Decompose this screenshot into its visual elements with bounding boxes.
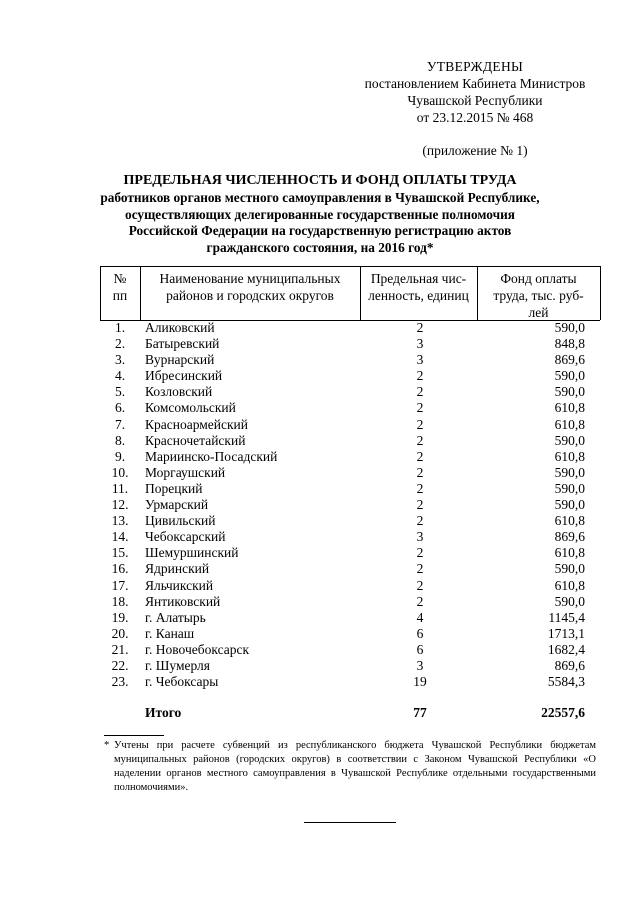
row-fund: 590,0 [554, 368, 585, 384]
approval-block [330, 58, 620, 126]
table-body [100, 320, 600, 690]
table-row [100, 594, 600, 610]
footnote-rule [104, 735, 164, 736]
row-name: г. Алатырь [145, 609, 206, 625]
row-qty: 6 [416, 625, 424, 641]
table-row [100, 320, 600, 336]
table-row [100, 529, 600, 545]
header-qty-line: ленность, единиц [368, 288, 469, 303]
row-num: 18. [111, 593, 129, 609]
row-num: 14. [111, 529, 129, 545]
row-num: 6. [114, 400, 126, 416]
title-line-3: Российской Федерации на государственную регистрацию актов [128, 223, 512, 238]
total-qty: 77 [413, 705, 427, 720]
table-row [100, 449, 600, 465]
document-title [60, 172, 580, 256]
row-fund: 869,6 [554, 657, 585, 673]
row-num: 15. [111, 545, 129, 561]
total-label: Итого [145, 705, 182, 720]
row-name: Ибресинский [145, 368, 223, 384]
row-qty: 3 [416, 336, 424, 352]
table-row [100, 384, 600, 400]
row-fund: 610,8 [554, 448, 585, 464]
row-num: 13. [111, 513, 129, 529]
row-num: 16. [111, 561, 129, 577]
row-qty: 2 [416, 368, 424, 384]
table-row [100, 336, 600, 352]
row-name: Порецкий [145, 480, 203, 496]
row-name: г. Шумерля [145, 657, 211, 673]
header-fund-line: Фонд оплаты [500, 271, 577, 286]
row-fund: 590,0 [554, 464, 585, 480]
row-qty: 2 [416, 497, 424, 513]
footnote-text: Учтены при расчете субвенций из республиканского бюджета Чувашской Республики бюджетам муниципальных районов (городских округов) в соответствии с Законом Чувашской Республики «О наделении органов местного самоуправления в Чувашской Республике отдельными государственными полномочиями». [114, 740, 596, 793]
row-name: Аликовский [145, 320, 215, 335]
table-row [100, 658, 600, 674]
header-num-line: пп [112, 288, 128, 303]
table-total-row [100, 705, 600, 723]
row-fund: 590,0 [554, 497, 585, 513]
row-name: Красночетайский [145, 432, 246, 448]
row-fund: 610,8 [554, 416, 585, 432]
table-row [100, 481, 600, 497]
row-qty: 2 [416, 464, 424, 480]
row-name: Яльчикский [145, 577, 214, 593]
header-name-line: районов и городских округов [166, 288, 334, 303]
row-qty: 4 [416, 609, 424, 625]
row-name: г. Новочебоксарск [145, 641, 250, 657]
table-row [100, 545, 600, 561]
row-name: Красноармейский [145, 416, 249, 432]
header-fund-line: лей [528, 305, 549, 320]
row-num: 12. [111, 497, 129, 513]
row-qty: 2 [416, 577, 424, 593]
row-fund: 5584,3 [547, 674, 585, 690]
header-num-line: № [113, 271, 127, 286]
row-qty: 2 [416, 320, 424, 335]
row-qty: 2 [416, 416, 424, 432]
row-name: Вурнарский [145, 352, 215, 368]
row-name: Урмарский [145, 497, 209, 513]
row-fund: 848,8 [554, 336, 585, 352]
approval-line-2: Чувашской Республики [407, 93, 543, 108]
row-fund: 610,8 [554, 577, 585, 593]
table-row [100, 578, 600, 594]
table-row [100, 368, 600, 384]
header-qty-line: Предельная чис- [370, 271, 467, 286]
row-num: 11. [111, 480, 129, 496]
end-rule [304, 822, 396, 823]
row-qty: 2 [416, 384, 424, 400]
header-name [140, 270, 360, 304]
row-qty: 2 [416, 545, 424, 561]
row-fund: 869,6 [554, 529, 585, 545]
row-num: 9. [114, 448, 126, 464]
table-row [100, 513, 600, 529]
row-fund: 1682,4 [547, 641, 585, 657]
row-fund: 1713,1 [547, 625, 585, 641]
table-row [100, 400, 600, 416]
row-num: 17. [111, 577, 129, 593]
row-qty: 2 [416, 513, 424, 529]
approval-heading: УТВЕРЖДЕНЫ [426, 59, 524, 74]
row-name: Янтиковский [145, 593, 221, 609]
row-num: 21. [111, 641, 129, 657]
row-fund: 1145,4 [548, 609, 585, 625]
row-name: г. Чебоксары [145, 674, 219, 690]
row-fund: 610,8 [554, 400, 585, 416]
row-name: Ядринский [145, 561, 210, 577]
row-num: 7. [114, 416, 126, 432]
header-qty [360, 270, 477, 304]
row-fund: 610,8 [554, 513, 585, 529]
row-num: 23. [111, 674, 129, 690]
header-fund-line: труда, тыс. руб- [493, 288, 584, 303]
row-fund: 610,8 [554, 545, 585, 561]
row-num: 10. [111, 464, 129, 480]
row-qty: 3 [416, 529, 424, 545]
row-num: 4. [114, 368, 126, 384]
row-qty: 2 [416, 480, 424, 496]
header-fund [477, 270, 600, 321]
row-fund: 590,0 [554, 480, 585, 496]
title-line-4: гражданского состояния, на 2016 год* [206, 239, 434, 255]
title-line-2: осуществляющих делегированные государственные полномочия [125, 206, 515, 222]
row-name: г. Канаш [145, 625, 195, 641]
row-name: Козловский [145, 384, 213, 400]
row-num: 5. [114, 384, 126, 400]
table-row [100, 642, 600, 658]
row-name: Батыревский [145, 336, 220, 352]
title-main: ПРЕДЕЛЬНАЯ ЧИСЛЕННОСТЬ И ФОНД ОПЛАТЫ ТРУДА [123, 173, 517, 188]
table-row [100, 417, 600, 433]
row-fund: 590,0 [554, 320, 585, 335]
table-row [100, 433, 600, 449]
row-name: Моргаушский [145, 464, 226, 480]
row-qty: 2 [416, 448, 424, 464]
row-qty: 2 [416, 561, 424, 577]
table-row [100, 561, 600, 577]
approval-line-3: от 23.12.2015 № 468 [416, 110, 534, 125]
row-qty: 3 [416, 657, 424, 673]
header-name-line: Наименование муниципальных [159, 271, 341, 286]
row-fund: 590,0 [554, 593, 585, 609]
row-fund: 869,6 [554, 352, 585, 368]
title-line-1: работников органов местного самоуправления в Чувашской Республике, [100, 190, 540, 205]
row-qty: 2 [416, 593, 424, 609]
row-name: Шемуршинский [145, 545, 239, 561]
table-row [100, 674, 600, 690]
table-top-rule [100, 266, 600, 267]
row-num: 3. [114, 352, 126, 368]
row-qty: 19 [413, 674, 427, 690]
table-row [100, 352, 600, 368]
row-name: Цивильский [145, 513, 216, 529]
row-name: Чебоксарский [145, 529, 226, 545]
row-qty: 2 [416, 432, 424, 448]
row-num: 19. [111, 609, 129, 625]
header-num [100, 270, 140, 304]
total-fund: 22557,6 [541, 705, 585, 720]
table-row [100, 610, 600, 626]
row-qty: 3 [416, 352, 424, 368]
footnote [104, 739, 596, 795]
row-fund: 590,0 [554, 561, 585, 577]
table-col-line [600, 266, 601, 320]
row-fund: 590,0 [554, 384, 585, 400]
table-row [100, 497, 600, 513]
row-num: 22. [111, 657, 129, 673]
table-row [100, 465, 600, 481]
approval-line-1: постановлением Кабинета Министров [364, 76, 586, 91]
row-num: 8. [114, 432, 126, 448]
row-name: Мариинско-Посадский [145, 448, 278, 464]
row-qty: 6 [416, 641, 424, 657]
row-fund: 590,0 [554, 432, 585, 448]
row-num: 2. [114, 336, 126, 352]
row-name: Комсомольский [145, 400, 236, 416]
appendix-label: (приложение № 1) [422, 143, 528, 158]
table-row [100, 626, 600, 642]
footnote-mark: * [104, 740, 110, 751]
row-num: 1. [114, 320, 126, 335]
row-qty: 2 [416, 400, 424, 416]
row-num: 20. [111, 625, 129, 641]
